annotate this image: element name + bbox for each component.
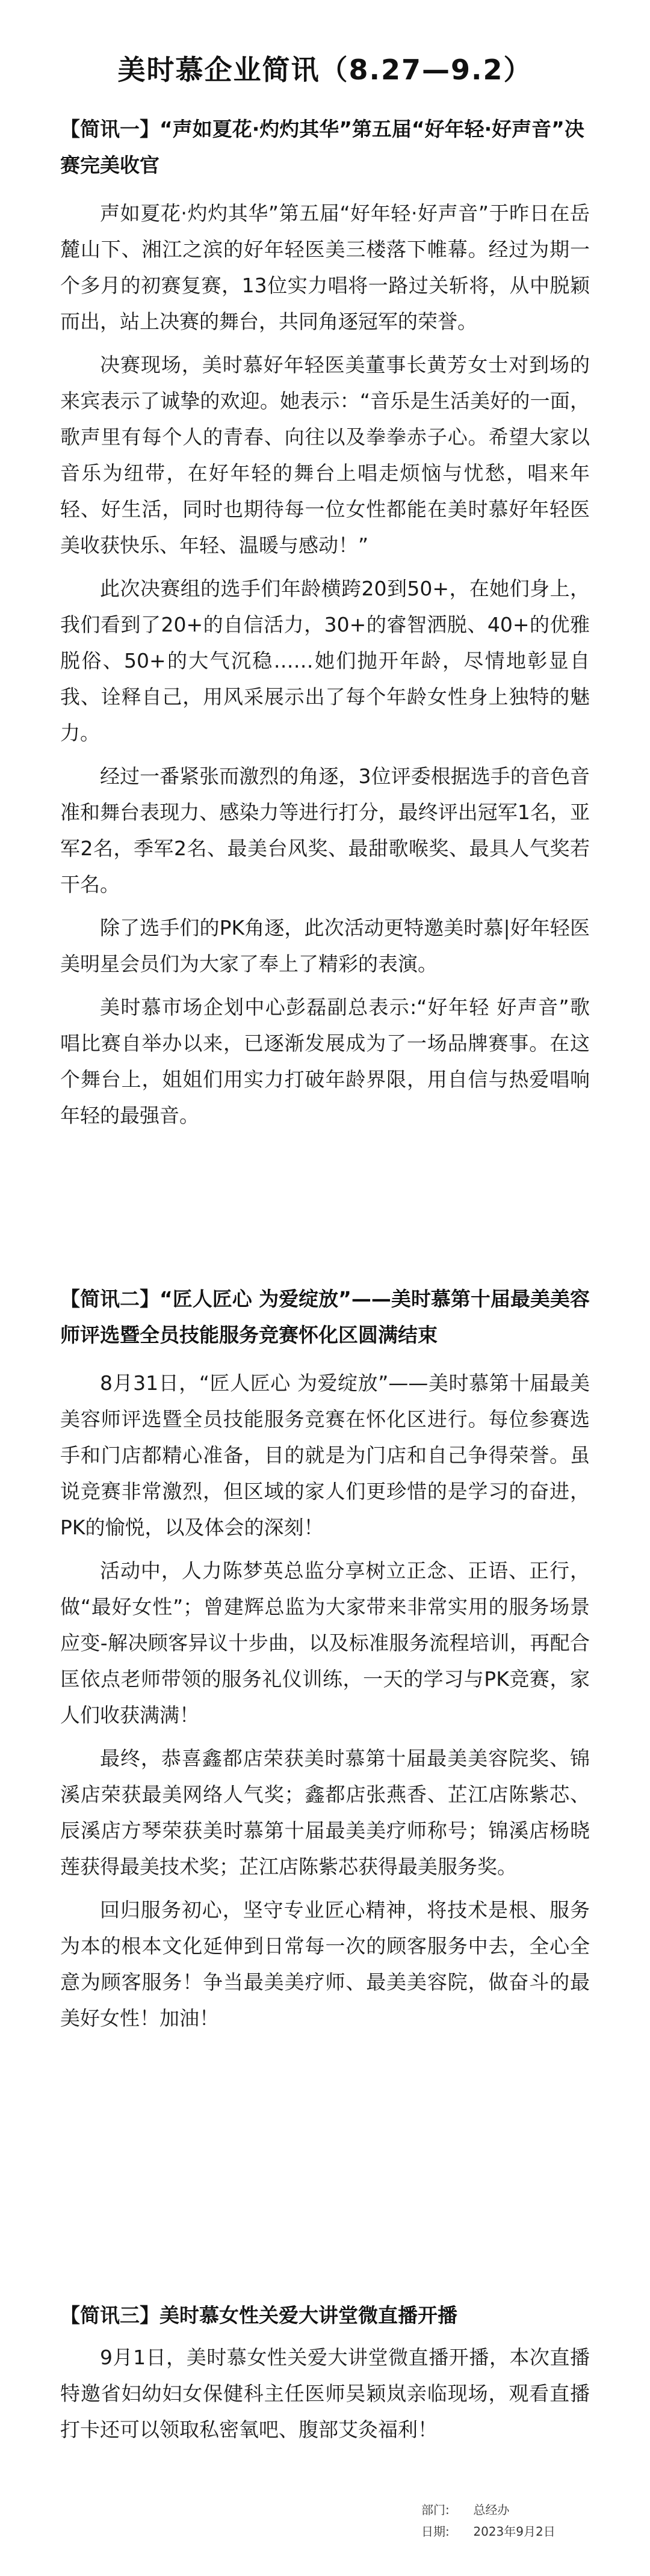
paragraph: 声如夏花·灼灼其华”第五届“好年轻·好声音”于昨日在岳麓山下、湘江之滨的好年轻医美三楼落下帷幕。经过为期一个多月的初赛复赛，13位实力唱将一路过关斩将，从中脱颖而出，站上决赛的舞台，共同角逐冠军的荣誉。 [60,201,590,333]
section-heading: 【简讯二】“匠人匠心 为爱绽放”——美时慕第十届最美美容师评选暨全员技能服务竞赛怀化区圆满结束 [60,1287,590,1347]
department-value: 总经办 [473,2503,510,2517]
paragraph: 此次决赛组的选手们年龄横跨20到50+，在她们身上，我们看到了20+的自信活力，30+的睿智洒脱、40+的优雅脱俗、50+的大气沉稳……她们抛开年龄，尽情地彰显自我、诠释自己，用风采展示出了每个年龄女性身上独特的魅力。 [60,577,590,745]
paragraph: 最终，恭喜鑫都店荣获美时慕第十届最美美容院奖、锦溪店荣获最美网络人气奖；鑫都店张燕香、芷江店陈紫芯、辰溪店方琴荣获美时慕第十届最美美疗师称号；锦溪店杨晓莲获得最美技术奖；芷江店陈紫芯获得最美服务奖。 [60,1747,590,1878]
paragraph: 决赛现场，美时慕好年轻医美董事长黄芳女士对到场的来宾表示了诚挚的欢迎。她表示：“音乐是生活美好的一面，歌声里有每个人的青春、向往以及拳拳赤子心。希望大家以音乐为纽带，在好年轻的舞台上唱走烦恼与忧愁，唱来年轻、好生活，同时也期待每一位女性都能在美时慕好年轻医美收获快乐、年轻、温暖与感动！” [60,353,590,557]
footer-date-row [421,2521,556,2542]
news-section-2 [60,1281,590,2044]
paragraph: 8月31日，“匠人匠心 为爱绽放”——美时慕第十届最美美容师评选暨全员技能服务竞赛在怀化区进行。每位参赛选手和门店都精心准备，目的就是为门店和自己争得荣誉。虽说竞赛非常激烈，但区域的家人们更珍惜的是学习的奋进，PK的愉悦，以及体会的深刻！ [60,1371,590,1539]
news-section-3 [60,2298,590,2455]
date-value: 2023年9月2日 [473,2524,556,2539]
paragraph: 美时慕市场企划中心彭磊副总表示:“好年轻 好声音”歌唱比赛自举办以来，已逐渐发展成为了一场品牌赛事。在这个舞台上，姐姐们用实力打破年龄界限，用自信与热爱唱响年轻的最强音。 [60,995,590,1127]
footer [421,2499,556,2542]
paragraph: 活动中，人力陈梦英总监分享树立正念、正语、正行，做“最好女性”；曾建辉总监为大家带来非常实用的服务场景应变-解决顾客异议十步曲，以及标准服务流程培训，再配合匡依点老师带领的服务礼仪训练，一天的学习与PK竞赛，家人们收获满满！ [60,1559,590,1727]
section-heading: 【简讯三】美时慕女性关爱大讲堂微直播开播 [60,2304,457,2327]
paragraph: 除了选手们的PK角逐，此次活动更特邀美时慕|好年轻医美明星会员们为大家了奉上了精彩的表演。 [60,916,590,976]
paragraph: 回归服务初心，坚守专业匠心精神，将技术是根、服务为本的根本文化延伸到日常每一次的顾客服务中去，全心全意为顾客服务！争当最美美疗师、最美美容院，做奋斗的最美好女性！加油！ [60,1898,590,2030]
footer-department-row [421,2499,556,2521]
paragraph: 经过一番紧张而激烈的角逐，3位评委根据选手的音色音准和舞台表现力、感染力等进行打分，最终评出冠军1名，亚军2名，季军2名、最美台风奖、最甜歌喉奖、最具人气奖若干名。 [60,764,590,896]
date-label: 日期: [421,2524,450,2539]
news-section-1 [60,111,590,1141]
department-label: 部门: [421,2503,450,2517]
paragraph: 9月1日，美时慕女性关爱大讲堂微直播开播，本次直播特邀省妇幼妇女保健科主任医师吴颖岚亲临现场，观看直播打卡还可以领取私密氧吧、腹部艾灸福利！ [60,2346,590,2441]
page-title: 美时慕企业简讯（8.27—9.2） [117,54,533,86]
section-heading: 【简讯一】“声如夏花·灼灼其华”第五届“好年轻·好声音”决赛完美收官 [60,117,584,177]
